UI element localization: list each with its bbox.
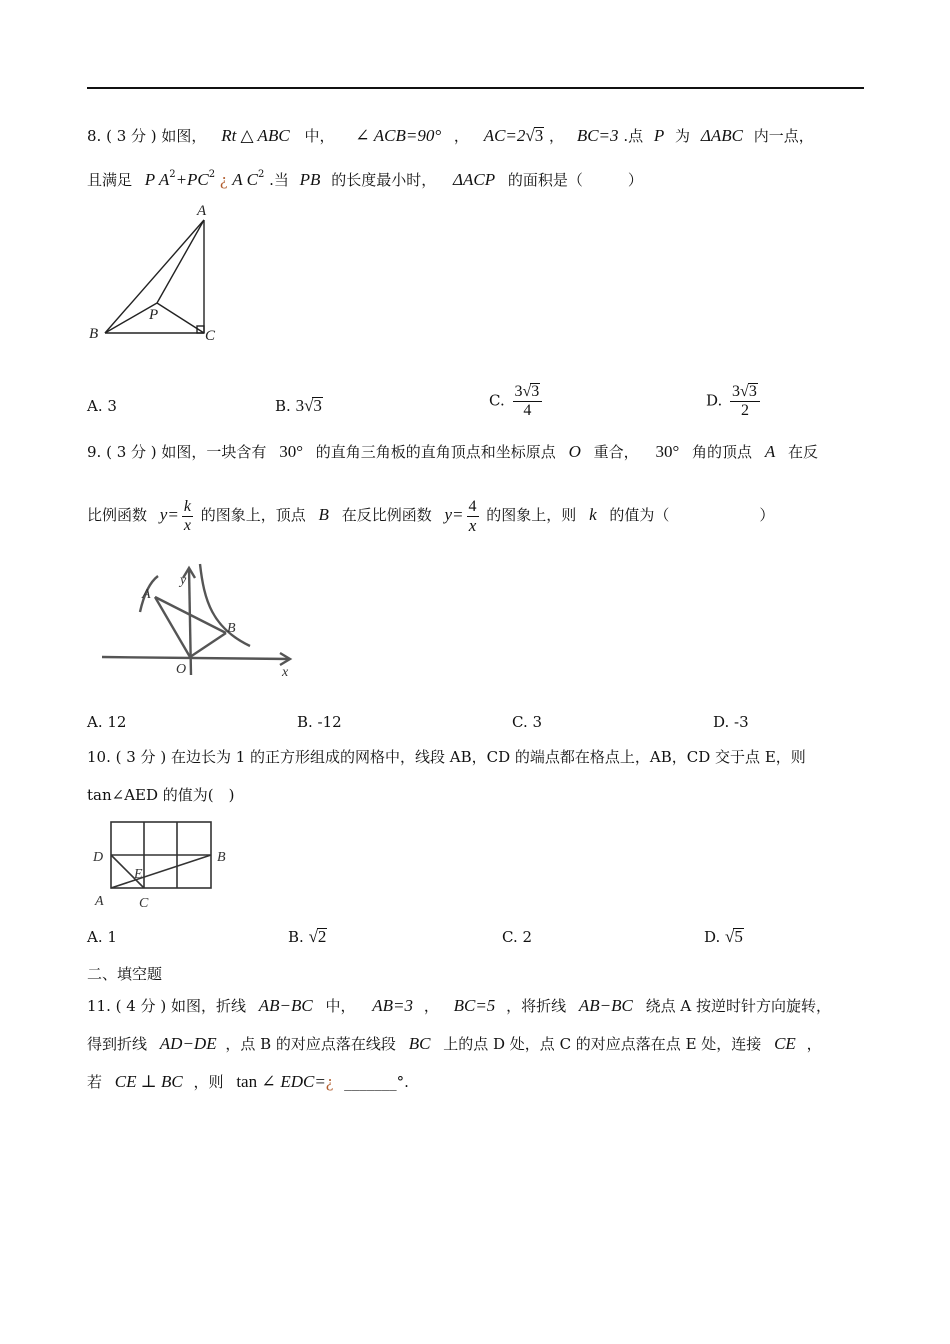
q8-min-text: 的长度最小时， xyxy=(331,171,437,189)
q9-prefix: 9. ( 3 分 ) 如图，一块含有 xyxy=(87,443,267,461)
q11-prefix: 11. ( 4 分 ) 如图，折线 xyxy=(87,997,246,1015)
q9-x-den2: x xyxy=(468,515,477,535)
q11-comma1: ， xyxy=(423,997,439,1015)
q11-bc5: BC=5 xyxy=(453,996,496,1015)
header-rule xyxy=(87,87,864,89)
q11-ab3: AB=3 xyxy=(372,996,414,1015)
q9-option-b[interactable]: B. -12 xyxy=(297,713,342,731)
q8-c-num-coef: 3 xyxy=(514,383,523,400)
q10-option-b[interactable]: B. √2 xyxy=(288,927,327,946)
q11-mid1: ，将折线 xyxy=(506,997,567,1015)
q11-mid5: ，则 xyxy=(193,1073,224,1091)
q8-option-b-label: B. xyxy=(275,397,291,415)
q10-grid-figure xyxy=(87,815,247,915)
q8-label-c: C xyxy=(205,328,216,344)
q8-ac-root: 3 xyxy=(534,126,544,145)
q8-sup-b: 2 xyxy=(208,169,216,180)
q9-option-c[interactable]: C. 3 xyxy=(512,713,543,731)
q11-answer-blank[interactable]: _______°. xyxy=(344,1073,409,1091)
q10-option-a[interactable]: A. 1 xyxy=(87,928,117,946)
q8-c-den: 4 xyxy=(523,402,532,419)
q9-y1: y= xyxy=(159,505,179,524)
q9-label-x: x xyxy=(282,665,289,680)
q9-label-y: y xyxy=(180,573,187,588)
q8-option-c-frac: $\frac{3√3}{4}$ xyxy=(513,383,543,420)
q9-frac-4 xyxy=(467,498,479,535)
q9-four-num: 4 xyxy=(468,497,477,515)
q11-ce: CE xyxy=(774,1034,796,1053)
q11-odd-char: ¿ xyxy=(325,1072,334,1091)
q11-edc: EDC= xyxy=(280,1072,326,1091)
q8-ac2: A C xyxy=(232,170,258,189)
q8-tri-acp: ΔACP xyxy=(453,170,496,189)
q10-label-a: A xyxy=(95,894,104,909)
q9-y2: y= xyxy=(444,505,464,524)
q10-option-b-root: 2 xyxy=(317,927,327,946)
q9-line2-prefix: 比例函数 xyxy=(87,506,148,524)
q8-line2 xyxy=(87,164,643,191)
q11-comma2: ， xyxy=(806,1035,822,1053)
q9-k-num: k xyxy=(183,497,191,515)
q9-mid4: 在反 xyxy=(788,443,819,461)
q8-pb: PB xyxy=(299,170,321,189)
q11-line3 xyxy=(87,1071,409,1093)
q9-o: O xyxy=(568,442,581,461)
q10-label-b: B xyxy=(217,850,226,865)
q11-mid2: 绕点 A 按逆时针方向旋转， xyxy=(645,997,832,1015)
q8-dang: .当 xyxy=(269,171,289,189)
q8-angle-acb: ∠ ACB=90° xyxy=(355,126,442,145)
q11-zhong: 中， xyxy=(325,997,356,1015)
q8-option-a[interactable]: A. 3 xyxy=(87,397,117,415)
q9-b: B xyxy=(318,505,329,524)
q8-line1: 8. ( 3 分 ) 如图， Rt △ ABC 中， ∠ ACB=90° ， AC=2√3 ， BC=3 .点 P 为 ΔABC 内一点， xyxy=(87,126,814,145)
q8-option-b[interactable]: B. 3√3 xyxy=(275,396,322,415)
q8-zhong: 中， xyxy=(304,127,335,145)
q10-option-c[interactable]: C. 2 xyxy=(502,928,533,946)
q11-ab-bc: AB−BC xyxy=(258,996,313,1015)
q8-pa: P A xyxy=(144,170,170,189)
q8-dian: .点 xyxy=(623,127,644,145)
q8-prefix: 8. ( 3 分 ) 如图， xyxy=(87,127,207,145)
q10-option-d-root: 5 xyxy=(734,927,743,946)
q8-option-b-coef: 3 xyxy=(295,396,305,415)
q9-coordinate-figure xyxy=(100,560,300,685)
q10-option-d[interactable]: D. √5 xyxy=(704,927,743,946)
q8-tri-abc: ΔABC xyxy=(700,126,743,145)
q11-ab-bc2: AB−BC xyxy=(578,996,633,1015)
q8-comma1: ， xyxy=(453,127,469,145)
q9-mid6: 在反比例函数 xyxy=(341,506,432,524)
q9-mid7: 的图象上，则 xyxy=(486,506,577,524)
q8-odd-char: ¿ xyxy=(219,170,228,189)
q10-label-e: E xyxy=(134,867,143,882)
q10-label-c: C xyxy=(139,896,149,911)
q8-comma2: ， xyxy=(549,127,565,145)
q8-d-num-root: 3 xyxy=(748,383,757,400)
q10-option-b-label: B. xyxy=(288,928,304,946)
q8-label-a: A xyxy=(197,203,207,219)
q8-line2-prefix: 且满足 xyxy=(87,171,133,189)
q9-deg30-b: 30° xyxy=(655,442,680,461)
q10-line2: tan∠AED 的值为( ) xyxy=(87,786,235,804)
section-fill-blank-heading: 二、填空题 xyxy=(87,965,163,983)
q8-option-c-label: C. xyxy=(489,391,505,410)
q9-line2 xyxy=(87,495,774,535)
q8-p: P xyxy=(653,126,665,145)
q10-line1: 10. ( 3 分 ) 在边长为 1 的正方形组成的网格中，线段 AB，CD 的端点都在格点上，AB，CD 交于点 E，则 xyxy=(87,748,806,766)
q8-option-d-label: D. xyxy=(706,391,723,410)
q11-line2 xyxy=(87,1033,822,1055)
q8-d-num-coef: 3 xyxy=(732,383,741,400)
q8-bc-eq: BC=3 xyxy=(576,126,619,145)
q8-plus-pc: +PC xyxy=(175,170,209,189)
q8-area-text: 的面积是（ ） xyxy=(507,171,643,189)
q11-mid3: ，点 B 的对应点落在线段 xyxy=(225,1035,396,1053)
q8-d-den: 2 xyxy=(740,402,749,419)
q8-label-p: P xyxy=(149,307,159,323)
q9-k: k xyxy=(589,505,597,524)
q8-triangle-figure xyxy=(87,200,237,348)
q11-ce-perp-bc: CE ⊥ BC xyxy=(114,1072,183,1091)
q9-label-b: B xyxy=(227,621,236,636)
q9-label-a: A xyxy=(142,587,151,602)
q8-wei: 为 xyxy=(675,127,691,145)
q9-tail: 的值为（ ） xyxy=(609,506,775,524)
q11-line3-prefix: 若 xyxy=(87,1073,103,1091)
q11-line2-prefix: 得到折线 xyxy=(87,1035,148,1053)
q9-mid2: 重合， xyxy=(593,443,639,461)
q11-ad-de: AD−DE xyxy=(159,1034,217,1053)
q9-line1 xyxy=(87,441,818,463)
q8-c-num-root: 3 xyxy=(531,383,540,400)
q8-label-b: B xyxy=(89,326,99,342)
q11-mid4: 上的点 D 处，点 C 的对应点落在点 E 处，连接 xyxy=(443,1035,762,1053)
q9-mid3: 角的顶点 xyxy=(692,443,753,461)
q9-mid1: 的直角三角板的直角顶点和坐标原点 xyxy=(315,443,556,461)
q9-frac-k xyxy=(182,498,193,535)
q9-option-d[interactable]: D. -3 xyxy=(713,713,749,731)
q9-x-den1: x xyxy=(183,516,191,534)
q9-a: A xyxy=(764,442,776,461)
q9-label-o: O xyxy=(176,662,187,677)
q10-label-d: D xyxy=(93,850,104,865)
q11-tan: tan ∠ xyxy=(236,1072,276,1091)
q9-deg30-a: 30° xyxy=(279,442,303,461)
q8-sup-a: 2 xyxy=(169,169,176,180)
q10-option-d-label: D. xyxy=(704,928,721,946)
q8-option-b-root: 3 xyxy=(313,396,322,415)
q11-bc: BC xyxy=(408,1034,431,1053)
q8-option-d[interactable] xyxy=(706,383,763,420)
q9-option-a[interactable]: A. 12 xyxy=(87,713,127,731)
q11-line1 xyxy=(87,995,831,1017)
q8-option-c[interactable] xyxy=(489,383,545,420)
q8-rt-triangle: Rt △ ABC xyxy=(221,126,290,145)
q8-sup-c: 2 xyxy=(257,169,265,180)
q8-ac-eq: AC=2 xyxy=(483,126,526,145)
q8-neiyidian: 内一点， xyxy=(753,127,814,145)
q8-option-d-frac: $\frac{3√3}{2}$ xyxy=(730,383,760,420)
q9-mid5: 的图象上，顶点 xyxy=(200,506,306,524)
